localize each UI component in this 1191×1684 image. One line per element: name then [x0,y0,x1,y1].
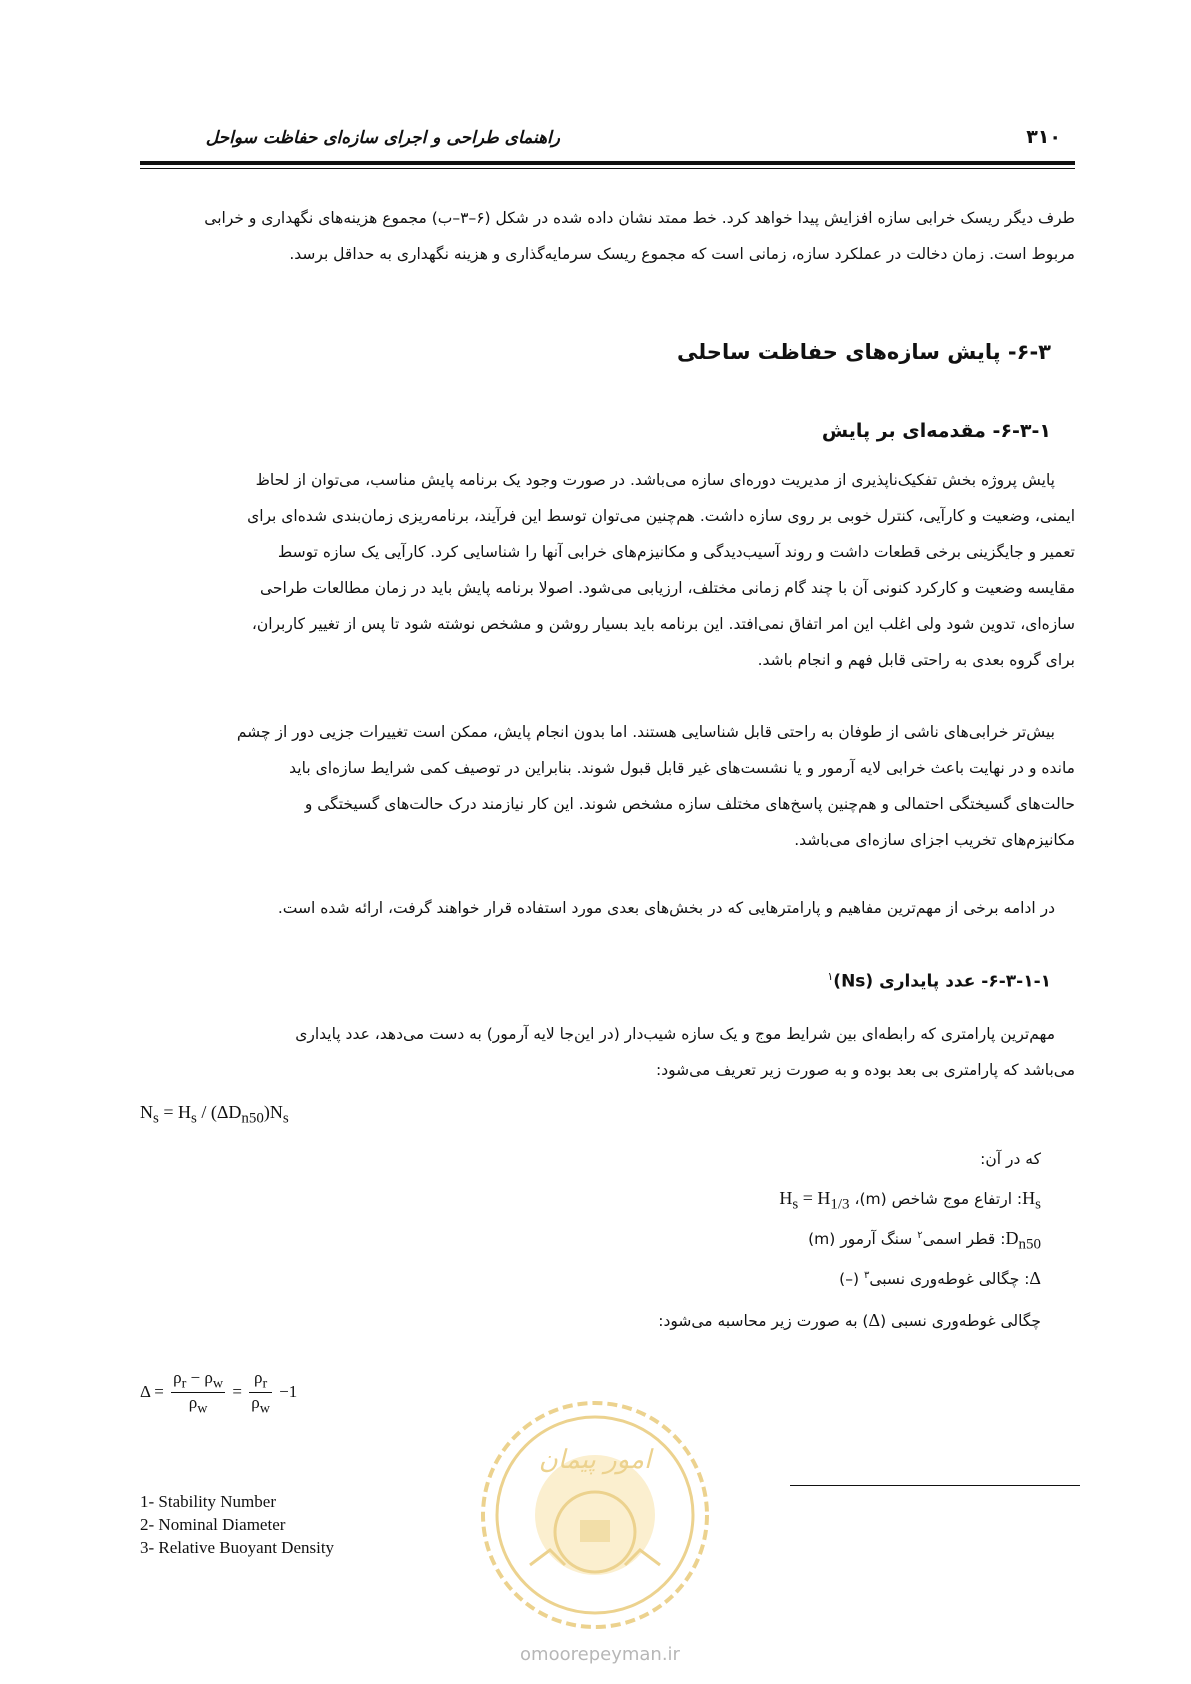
formula-relative-density: Δ = $\frac{\rho_r - \rho_w}{\rho_w}$ = $\frac{\rho_r}{\rho_w}$ −1 [140,1368,298,1417]
paragraph-monitoring-intro [140,462,1075,678]
paragraph-line: ایمنی، وضعیت و کارآیی، کنترل خوبی بر روی سازه داشت. هم‌چنین می‌توان توسط این فرآیند، برنامه‌ریزی زمان‌بندی شده‌ای برای [247,507,1075,525]
paragraph-stability-number [140,1016,1075,1088]
definitions-intro: که در آن: [980,1150,1041,1168]
paragraph-line: در ادامه برخی از مهم‌ترین مفاهیم و پارامترهایی که در بخش‌های بعدی مورد استفاده قرار خواهند گرفت، ارائه شده است. [277,899,1055,917]
watermark-url: omoorepeyman.ir [520,1644,680,1665]
definition-dn50: $D_{n50}$: قطر اسمی$^۲$ سنگ آرمور (m) [808,1228,1041,1253]
paragraph-line: سازه‌ای، تدوین شود ولی اغلب این امر اتفاق نمی‌افتد. این برنامه باید بسیار روشن و مشخص نوشته شود تا پس از تغییر کاربران، [251,615,1075,633]
footnote-ref: ۱ [827,970,834,983]
paragraph-line: بیش‌تر خرابی‌های ناشی از طوفان به راحتی قابل شناسایی هستند. اما بدون انجام پایش، ممکن است تغییرات جزیی دور از چشم [236,723,1055,741]
intro-paragraph [140,200,1075,272]
footnote-item: 2- Nominal Diameter [140,1515,286,1534]
paragraph-line: حالت‌های گسیختگی احتمالی و هم‌چنین پاسخ‌های مختلف سازه مشخص شوند. این کار نیازمند درک حالت‌های گسیختگی و [304,795,1075,813]
paragraph-line: مقایسه وضعیت و کارکرد کنونی آن با چند گام زمانی مختلف، ارزیابی می‌شود. اصولا برنامه پایش باید در زمان مطالعات طراحی [259,579,1075,597]
definition-delta: Δ: چگالی غوطه‌وری نسبی$^۳$ (–) [839,1268,1041,1288]
seal-text: امور پیمان [538,1445,652,1475]
watermark-seal-icon [470,1390,720,1640]
footnotes [140,1490,334,1559]
subsubsection-heading [827,970,1051,992]
paragraph-line: طرف دیگر ریسک خرابی سازه افزایش پیدا خواهد کرد. خط ممتد نشان داده شده در شکل (۶–۳–ب) مجموع هزینه‌های نگهداری و خرابی [204,209,1075,227]
formula-stability-number: $N_s = H_s / (\Delta D_{n50})N_s$ [140,1102,289,1127]
subsection-heading: ۶-۳-۱- مقدمه‌ای بر پایش [821,420,1051,442]
footnote-item: 3- Relative Buoyant Density [140,1538,335,1557]
paragraph-concepts [140,890,1075,926]
delta-calc-sentence: چگالی غوطه‌وری نسبی (Δ) به صورت زیر محاسبه می‌شود: [658,1310,1041,1330]
paragraph-line: تعمیر و جایگزینی برخی قطعات داشت و روند آسیب‌دیدگی و مکانیزم‌های خرابی آنها را شناسایی کرد. کارآیی یک سازه توسط [277,543,1075,561]
paragraph-line: مانده و در نهایت باعث خرابی لایه آرمور و یا نشست‌های غیر قابل قبول شوند. بنابراین در توصیف کمی شرایط سازه‌ای باید [289,759,1075,777]
paragraph-line: پایش پروژه بخش تفکیک‌ناپذیری از مدیریت دوره‌ای سازه می‌باشد. در صورت وجود یک برنامه پایش مناسب، می‌توان از لحاظ [255,471,1055,489]
header-rule-thin [140,168,1075,169]
running-header-title: راهنمای طراحی و اجرای سازه‌ای حفاظت سواحل [205,128,560,148]
page-number: ۳۱۰ [1026,126,1061,148]
paragraph-storm-damage [140,714,1075,858]
paragraph-line: برای گروه بعدی به راحتی قابل فهم و انجام باشد. [757,651,1075,669]
section-heading: ۶-۳- پایش سازه‌های حفاظت ساحلی [676,340,1051,364]
header-rule-thick [140,161,1075,165]
definition-hs: $H_s$: ارتفاع موج شاخص (m)، $H_s = H_{1/3}$ [779,1188,1041,1213]
paragraph-line: مهم‌ترین پارامتری که رابطه‌ای بین شرایط موج و یک سازه شیب‌دار (در این‌جا لایه آرمور) به دست می‌دهد، عدد پایداری [295,1025,1055,1043]
paragraph-line: مربوط است. زمان دخالت در عملکرد سازه، زمانی است که مجموع ریسک سرمایه‌گذاری و هزینه نگهداری به حداقل برسد. [289,245,1075,263]
heading-text: ۶-۳-۱-۱- عدد پایداری (Ns) [833,971,1051,992]
footnote-rule [790,1485,1080,1486]
paragraph-line: مکانیزم‌های تخریب اجزای سازه‌ای می‌باشد. [794,831,1075,849]
footnote-item: 1- Stability Number [140,1492,276,1511]
paragraph-line: می‌باشد که پارامتری بی بعد بوده و به صورت زیر تعریف می‌شود: [655,1061,1075,1079]
